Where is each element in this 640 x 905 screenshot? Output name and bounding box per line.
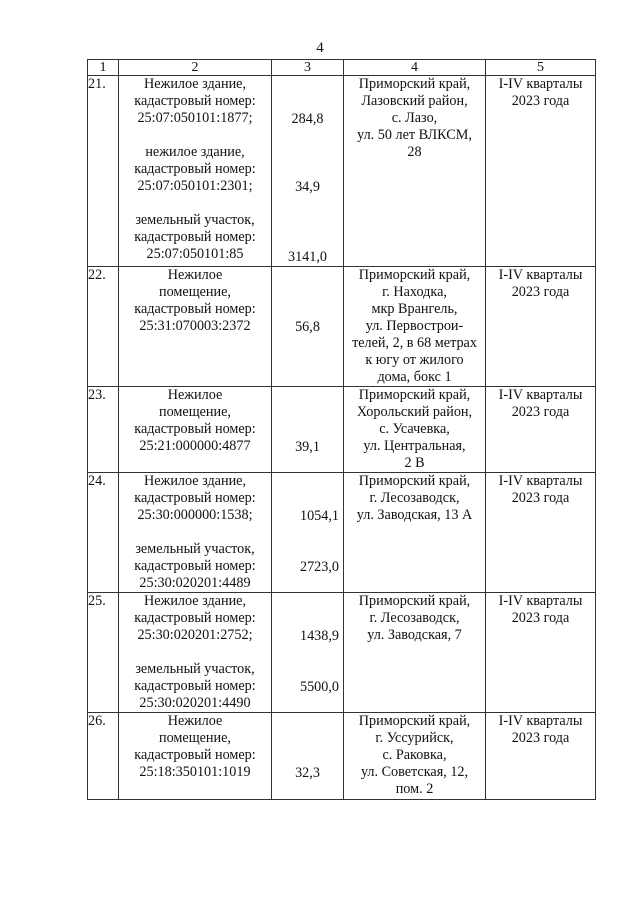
address-line: г. Уссурийск, [375, 730, 454, 746]
area-value: 34,9 [295, 179, 320, 195]
area-value: 39,1 [295, 439, 320, 455]
address-line: с. Лазо, [391, 110, 438, 126]
object-name-line: земельный участок, [135, 661, 255, 677]
object-name-line: земельный участок, [135, 541, 255, 557]
address-line: Приморский край, [358, 267, 471, 283]
period [486, 473, 596, 593]
address-line: ул. Заводская, 13 А [356, 507, 473, 523]
area-value: 1054,1 [299, 508, 339, 524]
area-value: 5500,0 [299, 679, 339, 695]
period-line: I-IV кварталы [498, 713, 583, 729]
object-name-line: кадастровый номер: [134, 229, 256, 245]
address-line: Приморский край, [358, 473, 471, 489]
row-number: 23. [88, 387, 119, 473]
address-line: мкр Врангель, [371, 301, 458, 317]
object-name-line: кадастровый номер: [134, 747, 256, 763]
period-line: I-IV кварталы [498, 593, 583, 609]
object-name-line: кадастровый номер: [134, 161, 256, 177]
row-number: 26. [88, 713, 119, 800]
period-line: 2023 года [511, 93, 570, 109]
address-line: ул. Первострои- [365, 318, 464, 334]
address-line: ул. Советская, 12, [360, 764, 469, 780]
address-line: 2 В [404, 455, 425, 471]
object-name-line: 25:31:070003:2372 [139, 318, 251, 334]
object-name-line: 25:21:000000:4877 [139, 438, 251, 454]
object-address [344, 593, 486, 713]
period-line: 2023 года [511, 610, 570, 626]
object-name-line: 25:30:020201:2752; [137, 627, 253, 643]
object-name-line: кадастровый номер: [134, 93, 256, 109]
object-name-line: 25:07:050101:1877; [137, 110, 253, 126]
object-description [119, 387, 272, 473]
address-line: дома, бокс 1 [377, 369, 452, 385]
object-name-line: кадастровый номер: [134, 490, 256, 506]
address-line: 28 [407, 144, 422, 160]
object-gap [119, 127, 271, 144]
object-name-line: 25:18:350101:1019 [139, 764, 251, 780]
object-description [119, 713, 272, 800]
address-line: с. Раковка, [382, 747, 447, 763]
object-address [344, 267, 486, 387]
period [486, 76, 596, 267]
period-line: 2023 года [511, 284, 570, 300]
object-name-line: Нежилое [167, 387, 223, 403]
row-number: 24. [88, 473, 119, 593]
object-description [119, 76, 272, 267]
object-name-line: 25:07:050101:85 [146, 246, 244, 262]
address-line: Хорольский район, [356, 404, 473, 420]
object-name-line: помещение, [159, 284, 231, 300]
object-name-line: нежилое здание, [145, 144, 245, 160]
area-value: 3141,0 [287, 249, 327, 265]
property-table [87, 59, 596, 800]
object-name-line: помещение, [159, 404, 231, 420]
period [486, 387, 596, 473]
object-area [272, 76, 344, 267]
period-line: I-IV кварталы [498, 473, 583, 489]
table-row [88, 76, 596, 267]
header-row [88, 60, 596, 76]
object-area [272, 713, 344, 800]
object-gap [119, 524, 271, 541]
object-name-line: кадастровый номер: [134, 301, 256, 317]
area-value: 284,8 [291, 111, 324, 127]
row-number: 22. [88, 267, 119, 387]
object-name-line: помещение, [159, 730, 231, 746]
period [486, 593, 596, 713]
object-name-line: кадастровый номер: [134, 421, 256, 437]
address-line: Приморский край, [358, 387, 471, 403]
object-description [119, 593, 272, 713]
table-row [88, 593, 596, 713]
object-name-line: Нежилое [167, 267, 223, 283]
table-row [88, 267, 596, 387]
table-row [88, 387, 596, 473]
period-line: 2023 года [511, 404, 570, 420]
address-line: ул. 50 лет ВЛКСМ, [357, 127, 472, 143]
object-description [119, 473, 272, 593]
column-header-5: 5 [486, 60, 596, 76]
address-line: пом. 2 [395, 781, 434, 797]
object-name-line: кадастровый номер: [134, 678, 256, 694]
column-header-2: 2 [119, 60, 272, 76]
period-line: I-IV кварталы [498, 387, 583, 403]
period-line: I-IV кварталы [498, 76, 583, 92]
object-name-line: Нежилое [167, 713, 223, 729]
address-line: к югу от жилого [365, 352, 464, 368]
object-area [272, 473, 344, 593]
object-name-line: 25:30:020201:4490 [139, 695, 251, 711]
address-line: Приморский край, [358, 593, 471, 609]
area-value: 32,3 [295, 765, 320, 781]
address-line: с. Усачевка, [379, 421, 450, 437]
object-name-line: 25:30:000000:1538; [137, 507, 253, 523]
object-address [344, 713, 486, 800]
column-header-4: 4 [344, 60, 486, 76]
table-row [88, 473, 596, 593]
period-line: 2023 года [511, 730, 570, 746]
column-header-1: 1 [88, 60, 119, 76]
object-address [344, 473, 486, 593]
address-line: Приморский край, [358, 76, 471, 92]
address-line: Приморский край, [358, 713, 471, 729]
period [486, 267, 596, 387]
object-address [344, 387, 486, 473]
area-value: 56,8 [295, 319, 320, 335]
address-line: ул. Центральная, [363, 438, 466, 454]
object-name-line: кадастровый номер: [134, 558, 256, 574]
object-description [119, 267, 272, 387]
object-name-line: Нежилое здание, [143, 593, 247, 609]
period-line: 2023 года [511, 490, 570, 506]
row-number: 25. [88, 593, 119, 713]
column-header-3: 3 [272, 60, 344, 76]
object-name-line: кадастровый номер: [134, 610, 256, 626]
row-number: 21. [88, 76, 119, 267]
object-area [272, 267, 344, 387]
area-value: 2723,0 [299, 559, 339, 575]
page-number: 4 [316, 40, 324, 56]
period-line: I-IV кварталы [498, 267, 583, 283]
object-address [344, 76, 486, 267]
object-name-line: 25:30:020201:4489 [139, 575, 251, 591]
object-name-line: Нежилое здание, [143, 473, 247, 489]
address-line: г. Лесозаводск, [369, 610, 460, 626]
address-line: г. Лесозаводск, [369, 490, 460, 506]
object-gap [119, 195, 271, 212]
address-line: г. Находка, [382, 284, 447, 300]
address-line: ул. Заводская, 7 [367, 627, 462, 643]
object-name-line: Нежилое здание, [143, 76, 247, 92]
address-line: телей, 2, в 68 метрах [352, 335, 477, 351]
area-value: 1438,9 [299, 628, 339, 644]
object-area [272, 593, 344, 713]
table-row [88, 713, 596, 800]
object-name-line: 25:07:050101:2301; [137, 178, 253, 194]
address-line: Лазовский район, [361, 93, 468, 109]
period [486, 713, 596, 800]
object-name-line: земельный участок, [135, 212, 255, 228]
object-gap [119, 644, 271, 661]
object-area [272, 387, 344, 473]
